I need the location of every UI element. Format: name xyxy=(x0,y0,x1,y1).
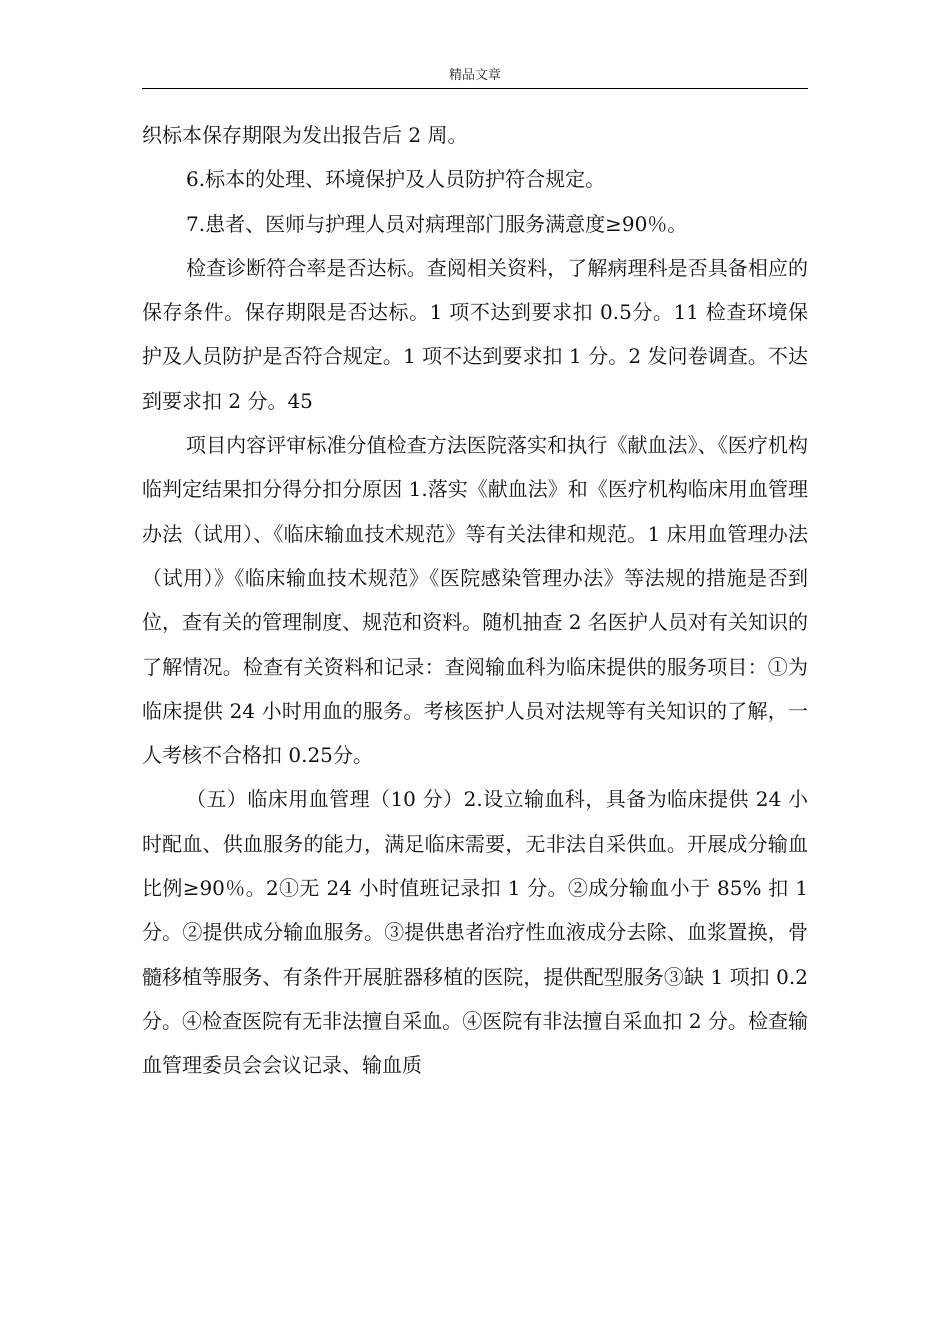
paragraph-4: 检查诊断符合率是否达标。查阅相关资料，了解病理科是否具备相应的保存条件。保存期限是否达标。1 项不达到要求扣 0.5分。11 检查环境保护及人员防护是否符合规定。1 项不达到要求扣 1 分。2 发问卷调查。不达到要求扣 2 分。45 xyxy=(142,255,808,413)
paragraph-6: （五）临床用血管理（10 分）2.设立输血科，具备为临床提供 24 小时配血、供血服务的能力，满足临床需要，无非法自采供血。开展成分输血比例≥90％。2①无 24 小时值班记录扣 1 分。②成分输血小于 85% 扣 1 分。②提供成分输血服务。③提供患者治疗性血液成分去除、血浆置换，骨髓移植等服务、有条件开展脏器移植的医院，提供配型服务③缺 1 项扣 0.2分。④检查医院有无非法擅自采血。④医院有非法擅自采血扣 2 分。检查输血管理委员会会议记录、输血质 xyxy=(142,787,808,1078)
document-body xyxy=(142,113,808,1088)
paragraph-1: 织标本保存期限为发出报告后 2 周。 xyxy=(142,123,468,147)
page-header-title: 精品文章 xyxy=(448,68,501,83)
paragraph-5: 项目内容评审标准分值检查方法医院落实和执行《献血法》、《医疗机构临判定结果扣分得分扣分原因 1.落实《献血法》和《医疗机构临床用血管理办法（试用）、《临床输血技术规范》等有关法律和规范。1 床用血管理办法（试用）》《临床输血技术规范》《医院感染管理办法》等法规的措施是否到位，查有关的管理制度、规范和资料。随机抽查 2 名医护人员对有关知识的了解情况。检查有关资料和记录：查阅输血科为临床提供的服务项目：①为临床提供 24 小时用血的服务。考核医护人员对法规等有关知识的了解，一人考核不合格扣 0.25分。 xyxy=(142,433,808,768)
header-divider xyxy=(142,88,808,89)
paragraph-3: 7.患者、医师与护理人员对病理部门服务满意度≥90％。 xyxy=(186,211,688,236)
paragraph-2: 6.标本的处理、环境保护及人员防护符合规定。 xyxy=(186,167,606,192)
